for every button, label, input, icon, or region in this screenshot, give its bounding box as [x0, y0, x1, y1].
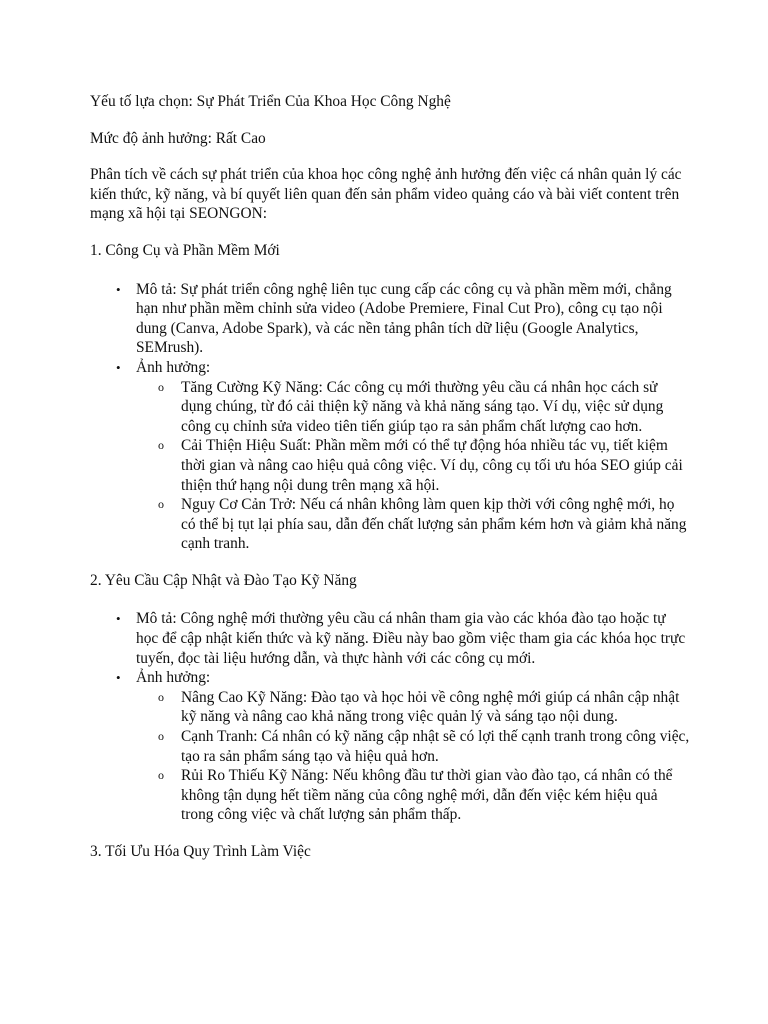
list-item	[116, 358, 690, 554]
circle-bullet-icon: o	[158, 379, 164, 394]
impact-level-line: Mức độ ảnh hưởng: Rất Cao	[90, 129, 266, 147]
impact-label: Ảnh hưởng:	[136, 669, 211, 687]
list-item	[116, 609, 690, 668]
document-page	[90, 92, 690, 881]
impact-text: Nguy Cơ Cản Trở: Nếu cá nhân không làm quen kịp thời với công nghệ mới, họ có thể bị tụt lại phía sau, dẫn đến chất lượng sản phẩm kém hơn và giảm khả năng cạnh tranh.	[181, 496, 687, 553]
circle-bullet-icon: o	[158, 497, 164, 512]
list-item	[158, 436, 690, 495]
section-list	[90, 609, 690, 825]
selection-line: Yếu tố lựa chọn: Sự Phát Triển Của Khoa Học Công Nghệ	[90, 93, 451, 110]
bullet-icon: •	[116, 281, 121, 297]
list-item	[158, 727, 690, 766]
list-item	[116, 668, 690, 825]
list-item	[158, 688, 690, 727]
section-heading: 2. Yêu Cầu Cập Nhật và Đào Tạo Kỹ Năng	[90, 571, 357, 589]
bullet-icon: •	[116, 359, 121, 375]
impact-text: Rủi Ro Thiếu Kỹ Năng: Nếu không đầu tư thời gian vào đào tạo, cá nhân có thể không tận dụng hết tiềm năng của công nghệ mới, dẫn đến việc kém hiệu quả trong công việc và chất lượng sản phẩm thấp.	[181, 767, 673, 824]
intro-paragraph: Phân tích về cách sự phát triển của khoa học công nghệ ảnh hưởng đến việc cá nhân quản lý các kiến thức, kỹ năng, và bí quyết liên quan đến sản phẩm video quảng cáo và bài viết content trên mạng xã hội tại SEONGON:	[90, 166, 682, 223]
section-heading: 1. Công Cụ và Phần Mềm Mới	[90, 241, 280, 259]
bullet-icon: •	[116, 611, 121, 627]
circle-bullet-icon: o	[158, 438, 164, 453]
circle-bullet-icon: o	[158, 689, 164, 704]
description-text: Mô tả: Sự phát triển công nghệ liên tục cung cấp các công cụ và phần mềm mới, chẳng hạn như phần mềm chỉnh sửa video (Adobe Premiere, Final Cut Pro), công cụ tạo nội dung (Canva, Adobe Spark), và các nền tảng phân tích dữ liệu (Google Analytics, SEMrush).	[136, 280, 672, 357]
circle-bullet-icon: o	[158, 729, 164, 744]
description-text: Mô tả: Công nghệ mới thường yêu cầu cá nhân tham gia vào các khóa đào tạo hoặc tự học để cập nhật kiến thức và kỹ năng. Điều này bao gồm việc tham gia các khóa học trực tuyến, đọc tài liệu hướng dẫn, và thực hành với các công cụ mới.	[136, 610, 686, 667]
list-item	[158, 766, 690, 825]
list-item	[158, 495, 690, 554]
section-heading: 3. Tối Ưu Hóa Quy Trình Làm Việc	[90, 843, 311, 860]
section-list	[90, 280, 690, 554]
impact-sublist	[136, 378, 690, 554]
impact-text: Nâng Cao Kỹ Năng: Đào tạo và học hỏi về công nghệ mới giúp cá nhân cập nhật kỹ năng và nâng cao khả năng trong việc quản lý và sáng tạo nội dung.	[181, 688, 680, 726]
impact-text: Cải Thiện Hiệu Suất: Phần mềm mới có thể tự động hóa nhiều tác vụ, tiết kiệm thời gian và nâng cao hiệu quả công việc. Ví dụ, công cụ tối ưu hóa SEO giúp cải thiện thứ hạng nội dung trên mạng xã hội.	[181, 437, 683, 494]
impact-text: Cạnh Tranh: Cá nhân có kỹ năng cập nhật sẽ có lợi thế cạnh tranh trong công việc, tạo ra sản phẩm sáng tạo và hiệu quả hơn.	[181, 728, 690, 765]
bullet-icon: •	[116, 670, 121, 686]
circle-bullet-icon: o	[158, 768, 164, 783]
impact-text: Tăng Cường Kỹ Năng: Các công cụ mới thường yêu cầu cá nhân học cách sử dụng chúng, từ đó cải thiện kỹ năng và khả năng sáng tạo. Ví dụ, việc sử dụng công cụ chỉnh sửa video tiên tiến giúp tạo ra sản phẩm chất lượng cao hơn.	[181, 378, 664, 435]
list-item	[158, 378, 690, 437]
impact-sublist	[136, 688, 690, 825]
list-item	[116, 280, 690, 358]
impact-label: Ảnh hưởng:	[136, 358, 211, 376]
